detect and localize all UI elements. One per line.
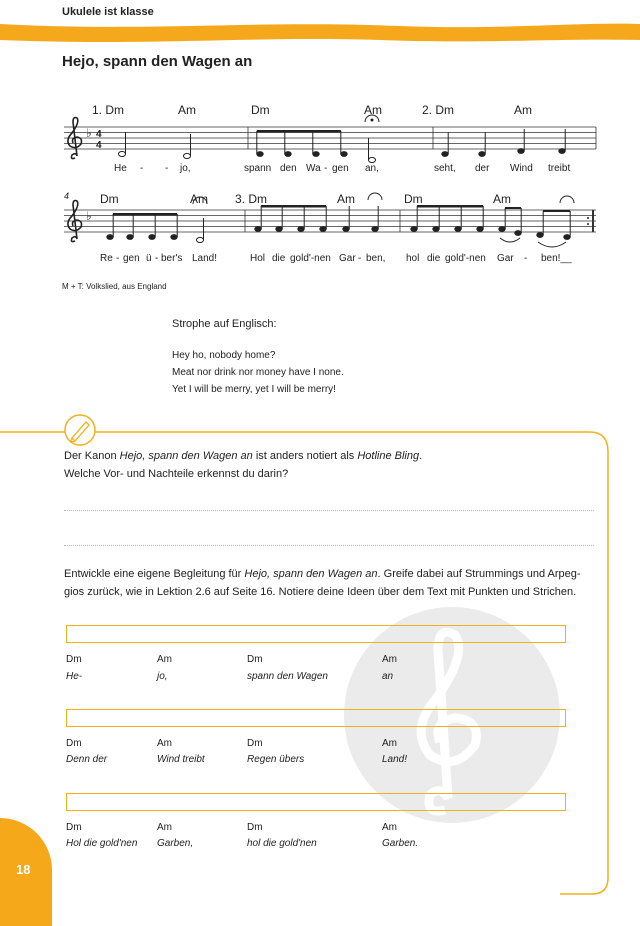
lyric: Wind (510, 163, 533, 174)
row-chord: Am (157, 654, 172, 665)
lyric: seht, (434, 163, 456, 174)
row-chord: Dm (247, 738, 263, 749)
row-lyric: Garben. (382, 838, 419, 849)
lyric: Hol (250, 253, 266, 264)
lyric: Wa (306, 163, 321, 174)
lyric: ü (146, 253, 152, 264)
row-chord: Dm (66, 654, 82, 665)
lyric: die (272, 253, 286, 264)
chord: Am (364, 103, 382, 117)
notation-field[interactable] (66, 709, 566, 727)
strophe-heading: Strophe auf Englisch: (172, 318, 277, 330)
chord: 1. Dm (92, 103, 125, 117)
lyric: - (358, 253, 362, 264)
notes-1 (119, 115, 566, 163)
lyric: Land! (192, 253, 218, 264)
chord: Am (337, 192, 355, 206)
row-chord: Dm (247, 654, 263, 665)
answer-line[interactable] (64, 510, 594, 511)
chord: Dm (404, 192, 423, 206)
lyric: Re (100, 253, 113, 264)
lyric: - (140, 163, 144, 174)
lyric: ben, (366, 253, 386, 264)
row-lyric: He- (66, 671, 83, 682)
lyric: an, (365, 163, 379, 174)
row-lyric: an (382, 671, 394, 682)
chord: 3. Dm (235, 192, 268, 206)
row-lyric: Garben, (157, 838, 194, 849)
lyric: - (324, 163, 328, 174)
strophe-line: Yet I will be merry, yet I will be merry! (172, 384, 336, 395)
row-lyric: Land! (382, 754, 408, 765)
chord: Am (493, 192, 511, 206)
svg-text:4: 4 (96, 140, 102, 151)
running-header: Ukulele ist klasse (62, 6, 154, 18)
time-signature: 4 (96, 129, 102, 140)
chord: Am (514, 103, 532, 117)
row-lyric: Regen übers (247, 754, 305, 765)
row-chord: Am (157, 738, 172, 749)
chord: Am (178, 103, 196, 117)
lyric: den (280, 163, 297, 174)
row-lyric: Denn der (66, 754, 108, 765)
lyric: - (155, 253, 159, 264)
strophe-line: Meat nor drink nor money have I none. (172, 367, 344, 378)
lyric: Gar (497, 253, 514, 264)
chord: Dm (251, 103, 270, 117)
notation-field[interactable] (66, 793, 566, 811)
row-chord: Am (157, 822, 172, 833)
task1-text: Der Kanon Hejo, spann den Wagen an ist anders notiert als Hotline Bling. (64, 450, 423, 462)
lyric: gold'-nen (290, 253, 331, 264)
lyric: der (475, 163, 490, 174)
row-lyric: hol die gold'nen (247, 838, 317, 849)
chord: Dm (100, 192, 119, 206)
row-lyric: jo, (157, 671, 168, 682)
row-chord: Am (382, 654, 397, 665)
row-lyric: spann den Wagen (247, 671, 328, 682)
lyric: treibt (548, 163, 571, 174)
strophe-line: Hey ho, nobody home? (172, 350, 276, 361)
lyric: gold'-nen (445, 253, 486, 264)
row-chord: Dm (66, 738, 82, 749)
answer-line[interactable] (64, 545, 594, 546)
task-box-frame (0, 410, 640, 910)
lyric: - (116, 253, 120, 264)
song-title: Hejo, spann den Wagen an (62, 53, 253, 70)
measure-number: 4 (64, 191, 70, 201)
row-chord: Am (382, 822, 397, 833)
row-chord: Dm (247, 822, 263, 833)
row-lyric: Hol die gold'nen (66, 838, 138, 849)
task1-question: Welche Vor- und Nachteile erkennst du darin? (64, 468, 289, 480)
row-lyric: Wind treibt (157, 754, 205, 765)
lyric: spann (244, 163, 272, 174)
lyric: gen (332, 163, 349, 174)
lyric: He (114, 163, 127, 174)
lyric: Gar (339, 253, 356, 264)
page-number: 18 (16, 862, 31, 877)
lyric: - (524, 253, 528, 264)
chord: 2. Dm (422, 103, 455, 117)
lyric: die (427, 253, 441, 264)
lyric: gen (123, 253, 140, 264)
lyric: ben!__ (541, 253, 572, 264)
lyric: - (165, 163, 169, 174)
flat-icon: ♭ (86, 209, 92, 223)
lyric: ber's (161, 253, 183, 264)
flat-icon: ♭ (86, 126, 92, 140)
lyric: hol (406, 253, 420, 264)
lyric: jo, (180, 163, 191, 174)
task2-text-2: gios zurück, wie in Lektion 2.6 auf Seite 16. Notiere deine Ideen über dem Text mit Punkten und Strichen. (64, 586, 577, 598)
notation-field[interactable] (66, 625, 566, 643)
row-chord: Am (382, 738, 397, 749)
song-credit: M + T: Volkslied, aus England (62, 282, 167, 291)
row-chord: Dm (66, 822, 82, 833)
task2-text: Entwickle eine eigene Begleitung für Hejo, spann den Wagen an. Greife dabei auf Strummings und Arpeg- (64, 568, 581, 580)
chord: Am (190, 192, 208, 206)
